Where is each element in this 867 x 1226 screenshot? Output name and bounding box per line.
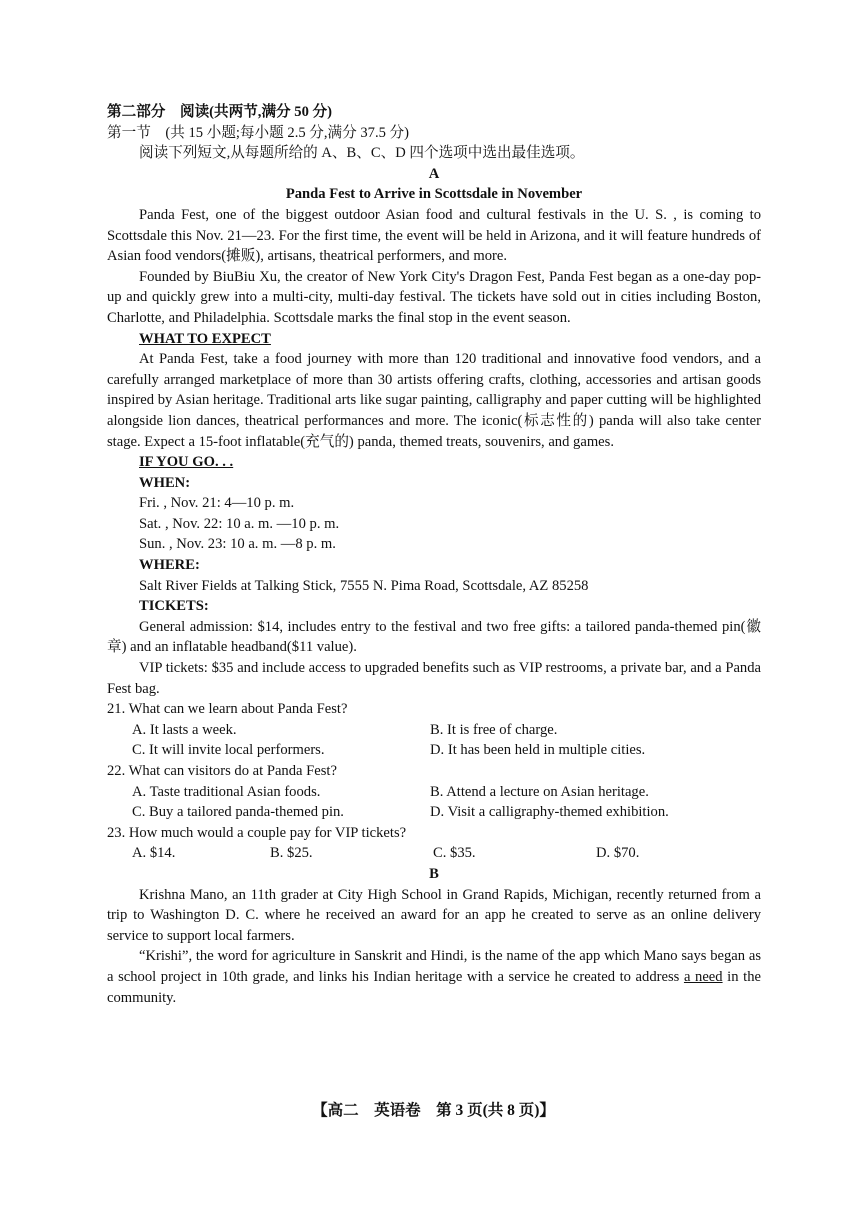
where-label: WHERE:	[139, 557, 200, 574]
p2-text-before: “Krishi”, the word for agriculture in Sanskrit and Hindi, is the name of the app which Mano says began as a school project in 10th grade, and links his Indian heritage with a service he created to address	[107, 948, 761, 985]
expect-heading: WHAT TO EXPECT	[139, 330, 271, 347]
option-23-c: C. $35.	[433, 845, 476, 862]
option-23-b: B. $25.	[270, 845, 313, 862]
question-21-options-row-1	[107, 720, 761, 741]
option-22-a: A. Taste traditional Asian foods.	[132, 783, 321, 800]
option-22-d: D. Visit a calligraphy-themed exhibition.	[430, 804, 669, 821]
option-22-c: C. Buy a tailored panda-themed pin.	[132, 804, 344, 821]
question-22-options-row-2	[107, 802, 761, 823]
page-footer: 【高二 英语卷 第 3 页(共 8 页)】	[312, 1102, 555, 1119]
passage-a-title: Panda Fest to Arrive in Scottsdale in November	[285, 186, 583, 203]
passage-a-paragraph-2: Founded by BiuBiu Xu, the creator of New York City's Dragon Fest, Panda Fest began as a one-day pop-up and quickly grew into a multi-city, multi-day festival. The tickets have sold out in cities including Boston, Charlotte, and Philadelphia. Scottsdale marks the final stop in the event season.	[107, 268, 761, 326]
where-text: Salt River Fields at Talking Stick, 7555 N. Pima Road, Scottsdale, AZ 85258	[139, 577, 589, 594]
passage-b-paragraph-1: Krishna Mano, an 11th grader at City High School in Grand Rapids, Michigan, recently returned from a trip to Washington D. C. where he received an award for an app he created to serve as an online delivery service to support local farmers.	[107, 886, 761, 944]
question-22-options-row-1	[107, 782, 761, 803]
passage-a-paragraph-1: Panda Fest, one of the biggest outdoor Asian food and cultural festivals in the U. S. , is coming to Scottsdale this Nov. 21—23. For the first time, the event will be held in Arizona, and it will feature hundreds of Asian food vendors(摊贩), artisans, theatrical performers, and more.	[107, 206, 761, 265]
if-you-go-heading: IF YOU GO. . .	[139, 454, 234, 471]
question-23-options-row	[107, 843, 761, 864]
option-23-d: D. $70.	[596, 845, 640, 862]
option-21-d: D. It has been held in multiple cities.	[430, 742, 646, 759]
underlined-phrase: a need	[683, 968, 723, 985]
option-21-c: C. It will invite local performers.	[132, 742, 325, 759]
option-21-b: B. It is free of charge.	[430, 721, 558, 738]
instruction: 阅读下列短文,从每题所给的 A、B、C、D 四个选项中选出最佳选项。	[139, 145, 585, 162]
p2-text-after: in the community.	[107, 968, 761, 1006]
tickets-label: TICKETS:	[139, 598, 209, 615]
tickets-vip: VIP tickets: $35 and include access to upgraded benefits such as VIP restrooms, a private bar, and a Panda Fest bag.	[107, 660, 761, 697]
page-content	[107, 102, 761, 1008]
when-label: WHEN:	[139, 474, 191, 491]
when-item: Sun. , Nov. 23: 10 a. m. —8 p. m.	[139, 536, 336, 553]
passage-b-letter: B	[429, 865, 439, 882]
question-21-stem: 21. What can we learn about Panda Fest?	[107, 701, 348, 718]
when-item: Fri. , Nov. 21: 4—10 p. m.	[139, 495, 295, 512]
question-23-stem: 23. How much would a couple pay for VIP tickets?	[107, 824, 407, 841]
tickets-general: General admission: $14, includes entry to the festival and two free gifts: a tailored panda-themed pin(徽章) and an inflatable headband($11 value).	[107, 618, 761, 656]
part-header: 第二部分 阅读(共两节,满分 50 分)	[107, 104, 332, 120]
option-23-a: A. $14.	[132, 845, 176, 862]
when-item: Sat. , Nov. 22: 10 a. m. —10 p. m.	[139, 515, 340, 532]
question-22-stem: 22. What can visitors do at Panda Fest?	[107, 763, 337, 779]
section-header: 第一节 (共 15 小题;每小题 2.5 分,满分 37.5 分)	[107, 124, 410, 141]
option-21-a: A. It lasts a week.	[132, 721, 237, 738]
option-22-b: B. Attend a lecture on Asian heritage.	[430, 783, 649, 800]
question-21-options-row-2	[107, 740, 761, 761]
passage-a-letter: A	[428, 165, 440, 182]
passage-b-paragraph-2	[107, 946, 761, 1008]
expect-paragraph: At Panda Fest, take a food journey with more than 120 traditional and innovative food vendors, and a carefully arranged marketplace of more than 30 artists offering crafts, clothing, accessories and artisan goods inspired by Asian heritage. Traditional arts like sugar painting, calligraphy and paper cutting will be highlighted alongside lion dances, theatrical performances and more. The iconic(标志性的) panda will also take center stage. Expect a 15-foot inflatable(充气的) panda, themed treats, souvenirs, and games.	[107, 351, 761, 450]
